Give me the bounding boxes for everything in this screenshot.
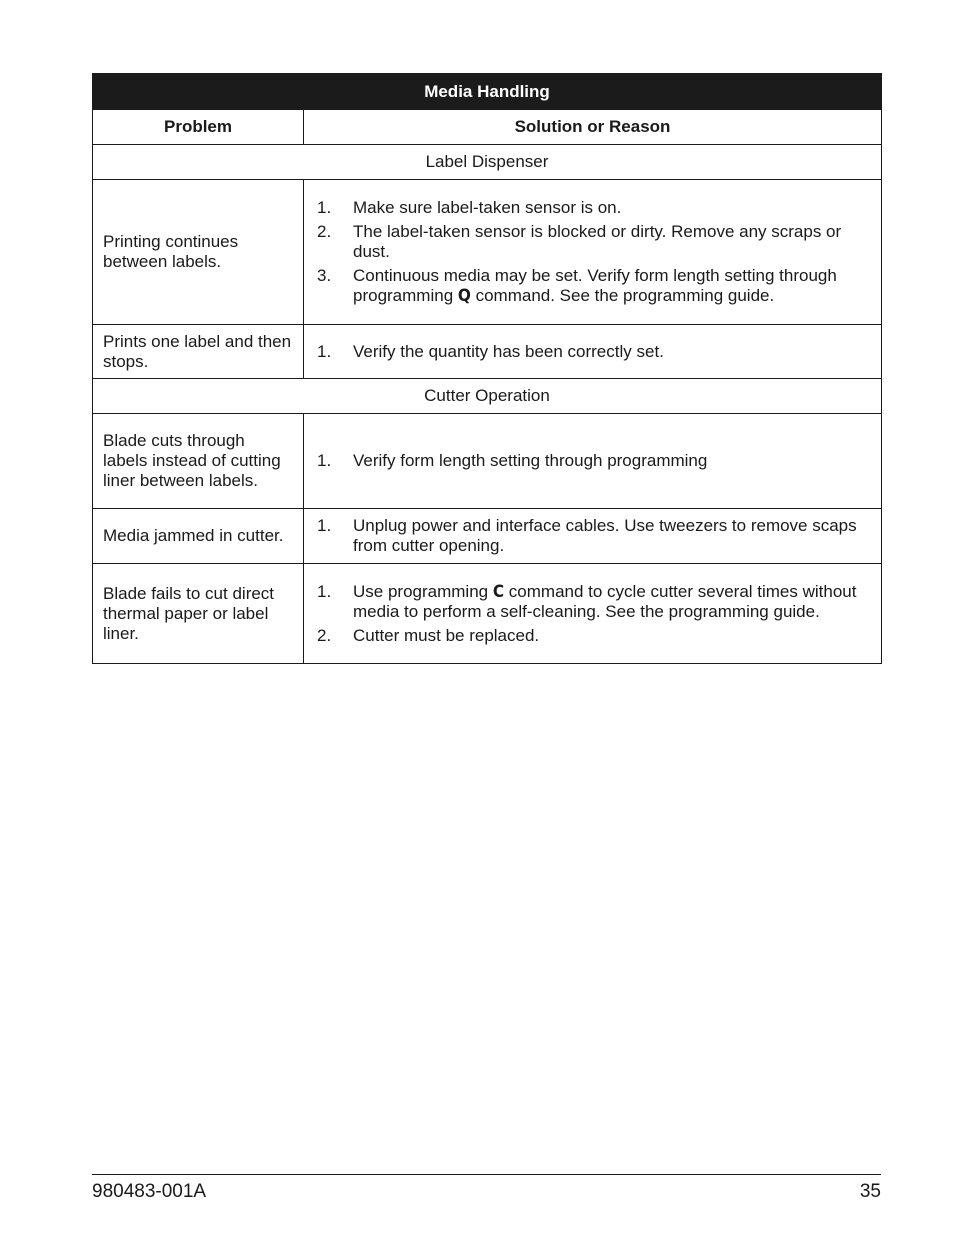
command-code: Q: [457, 286, 471, 306]
solution-steps: [317, 582, 871, 646]
footer-divider: [92, 1174, 881, 1175]
page-number: 35: [859, 1181, 881, 1202]
problem-cell: Printing continues between labels.: [93, 180, 304, 325]
step-number: 1.: [317, 451, 332, 470]
step-text: [353, 266, 871, 306]
document-number: 980483-001A: [92, 1181, 207, 1202]
step-number: 1.: [317, 198, 332, 217]
table-body: [93, 145, 882, 664]
table-row: [93, 564, 882, 664]
section-title: Label Dispenser: [93, 145, 882, 180]
step-number: 2.: [317, 222, 332, 241]
step-number: 1.: [317, 341, 332, 361]
section-row: [93, 145, 882, 180]
step-text: [353, 222, 871, 262]
step-number: 2.: [317, 625, 332, 645]
step-number: 3.: [317, 266, 332, 285]
step-text-segment: command to cycle cutter several times without media to perform a self-cleaning. See the programming guide.: [353, 581, 857, 621]
solution-steps: [317, 516, 871, 556]
step-text: [353, 516, 871, 556]
table-title: Media Handling: [93, 74, 882, 110]
solution-step: [317, 198, 871, 218]
solution-step: [317, 222, 871, 262]
step-text: [353, 582, 871, 622]
step-text: [353, 342, 871, 362]
solution-step: [317, 451, 871, 471]
table-title-row: [93, 74, 882, 110]
step-text-segment: command. See the programming guide.: [470, 286, 775, 305]
solution-step: [317, 516, 871, 556]
media-handling-table: [92, 73, 882, 664]
solution-cell: [304, 414, 882, 509]
step-text: [353, 626, 871, 646]
solution-cell: [304, 509, 882, 564]
column-header-solution: Solution or Reason: [304, 110, 882, 145]
table-row: [93, 325, 882, 379]
solution-cell: [304, 180, 882, 325]
table-header-row: [93, 110, 882, 145]
problem-cell: Prints one label and then stops.: [93, 325, 304, 379]
problem-cell: Media jammed in cutter.: [93, 509, 304, 564]
step-text-segment: Cutter must be replaced.: [353, 625, 540, 645]
column-header-problem: Problem: [93, 110, 304, 145]
step-text-segment: Use programming: [353, 581, 493, 601]
step-text-segment: Make sure label-taken sensor is on.: [353, 198, 622, 217]
table-row: [93, 509, 882, 564]
step-text-segment: Unplug power and interface cables. Use tweezers to remove scaps from cutter opening.: [353, 516, 857, 555]
problem-cell: Blade cuts through labels instead of cutting liner between labels.: [93, 414, 304, 509]
step-text-segment: The label-taken sensor is blocked or dirty. Remove any scraps or dust.: [353, 222, 842, 261]
solution-cell: [304, 325, 882, 379]
table-row: [93, 180, 882, 325]
section-title: Cutter Operation: [93, 379, 882, 414]
step-number: 1.: [317, 581, 332, 601]
solution-steps: [317, 342, 871, 362]
command-code: C: [492, 581, 505, 602]
section-row: [93, 379, 882, 414]
step-text: [353, 451, 871, 471]
solution-step: [317, 626, 871, 646]
solution-step: [317, 266, 871, 306]
solution-step: [317, 582, 871, 622]
step-text: [353, 198, 871, 218]
solution-step: [317, 342, 871, 362]
table-row: [93, 414, 882, 509]
step-text-segment: Verify the quantity has been correctly set.: [353, 341, 664, 361]
solution-cell: [304, 564, 882, 664]
problem-cell: Blade fails to cut direct thermal paper or label liner.: [93, 564, 304, 664]
solution-steps: [317, 198, 871, 306]
step-text-segment: Verify form length setting through programming: [353, 451, 708, 470]
step-text-segment: Continuous media may be set. Verify form length setting through programming: [353, 266, 837, 305]
step-number: 1.: [317, 516, 332, 535]
solution-steps: [317, 451, 871, 471]
